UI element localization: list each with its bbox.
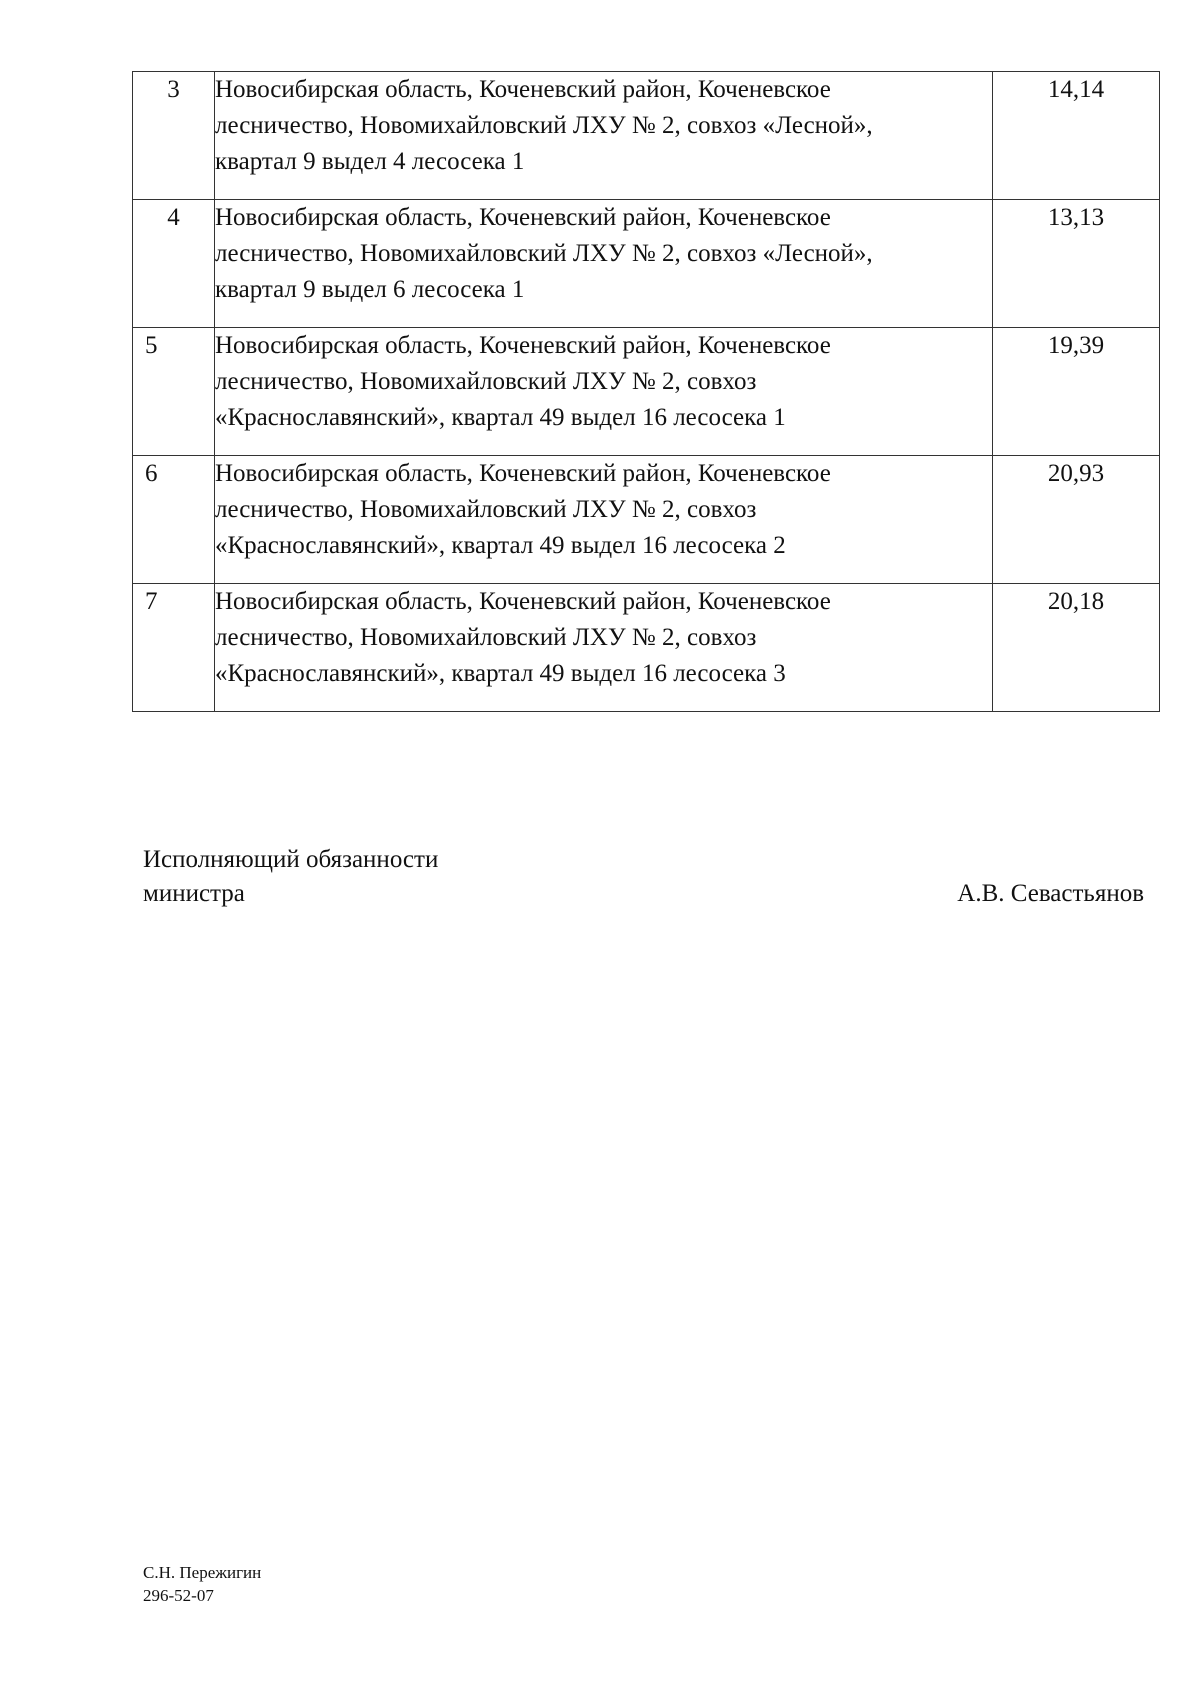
description-line: лесничество, Новомихайловский ЛХУ № 2, совхоз [215, 368, 757, 395]
description-line: Новосибирская область, Коченевский район, Коченевское [215, 76, 831, 103]
lots-table [132, 71, 1160, 712]
row-area: 14,14 [993, 72, 1160, 200]
row-description [215, 584, 993, 712]
executor-footer [143, 1561, 261, 1607]
description-line: квартал 9 выдел 4 лесосека 1 [215, 148, 525, 175]
table-row [133, 328, 1160, 456]
row-area: 19,39 [993, 328, 1160, 456]
executor-phone: 296-52-07 [143, 1586, 214, 1605]
table-row [133, 72, 1160, 200]
row-number: 7 [133, 584, 215, 712]
description-line: Новосибирская область, Коченевский район, Коченевское [215, 332, 831, 359]
description-line: квартал 9 выдел 6 лесосека 1 [215, 276, 525, 303]
description-line: Новосибирская область, Коченевский район, Коченевское [215, 460, 831, 487]
table-row [133, 456, 1160, 584]
signature-row-2 [143, 877, 1143, 911]
executor-name: С.Н. Пережигин [143, 1563, 262, 1582]
signature-block [143, 843, 1143, 911]
description-line: лесничество, Новомихайловский ЛХУ № 2, совхоз [215, 624, 757, 651]
description-line: лесничество, Новомихайловский ЛХУ № 2, совхоз [215, 496, 757, 523]
signer-position-line-2: министра [143, 880, 245, 907]
signer-position-line-1: Исполняющий обязанности [143, 846, 439, 873]
row-area: 20,93 [993, 456, 1160, 584]
row-description [215, 200, 993, 328]
description-line: лесничество, Новомихайловский ЛХУ № 2, совхоз «Лесной», [215, 112, 873, 139]
table-row [133, 584, 1160, 712]
row-number: 3 [133, 72, 215, 200]
row-description [215, 72, 993, 200]
description-line: «Краснославянский», квартал 49 выдел 16 лесосека 3 [215, 660, 786, 687]
table-row [133, 200, 1160, 328]
description-line: Новосибирская область, Коченевский район, Коченевское [215, 588, 831, 615]
row-area: 13,13 [993, 200, 1160, 328]
description-line: лесничество, Новомихайловский ЛХУ № 2, совхоз «Лесной», [215, 240, 873, 267]
row-number: 5 [133, 328, 215, 456]
row-description [215, 328, 993, 456]
signature-row-1 [143, 843, 1143, 877]
row-area: 20,18 [993, 584, 1160, 712]
description-line: «Краснославянский», квартал 49 выдел 16 лесосека 2 [215, 532, 786, 559]
signer-name: А.В. Севастьянов [957, 880, 1144, 907]
row-number: 4 [133, 200, 215, 328]
description-line: «Краснославянский», квартал 49 выдел 16 лесосека 1 [215, 404, 786, 431]
row-description [215, 456, 993, 584]
row-number: 6 [133, 456, 215, 584]
description-line: Новосибирская область, Коченевский район, Коченевское [215, 204, 831, 231]
